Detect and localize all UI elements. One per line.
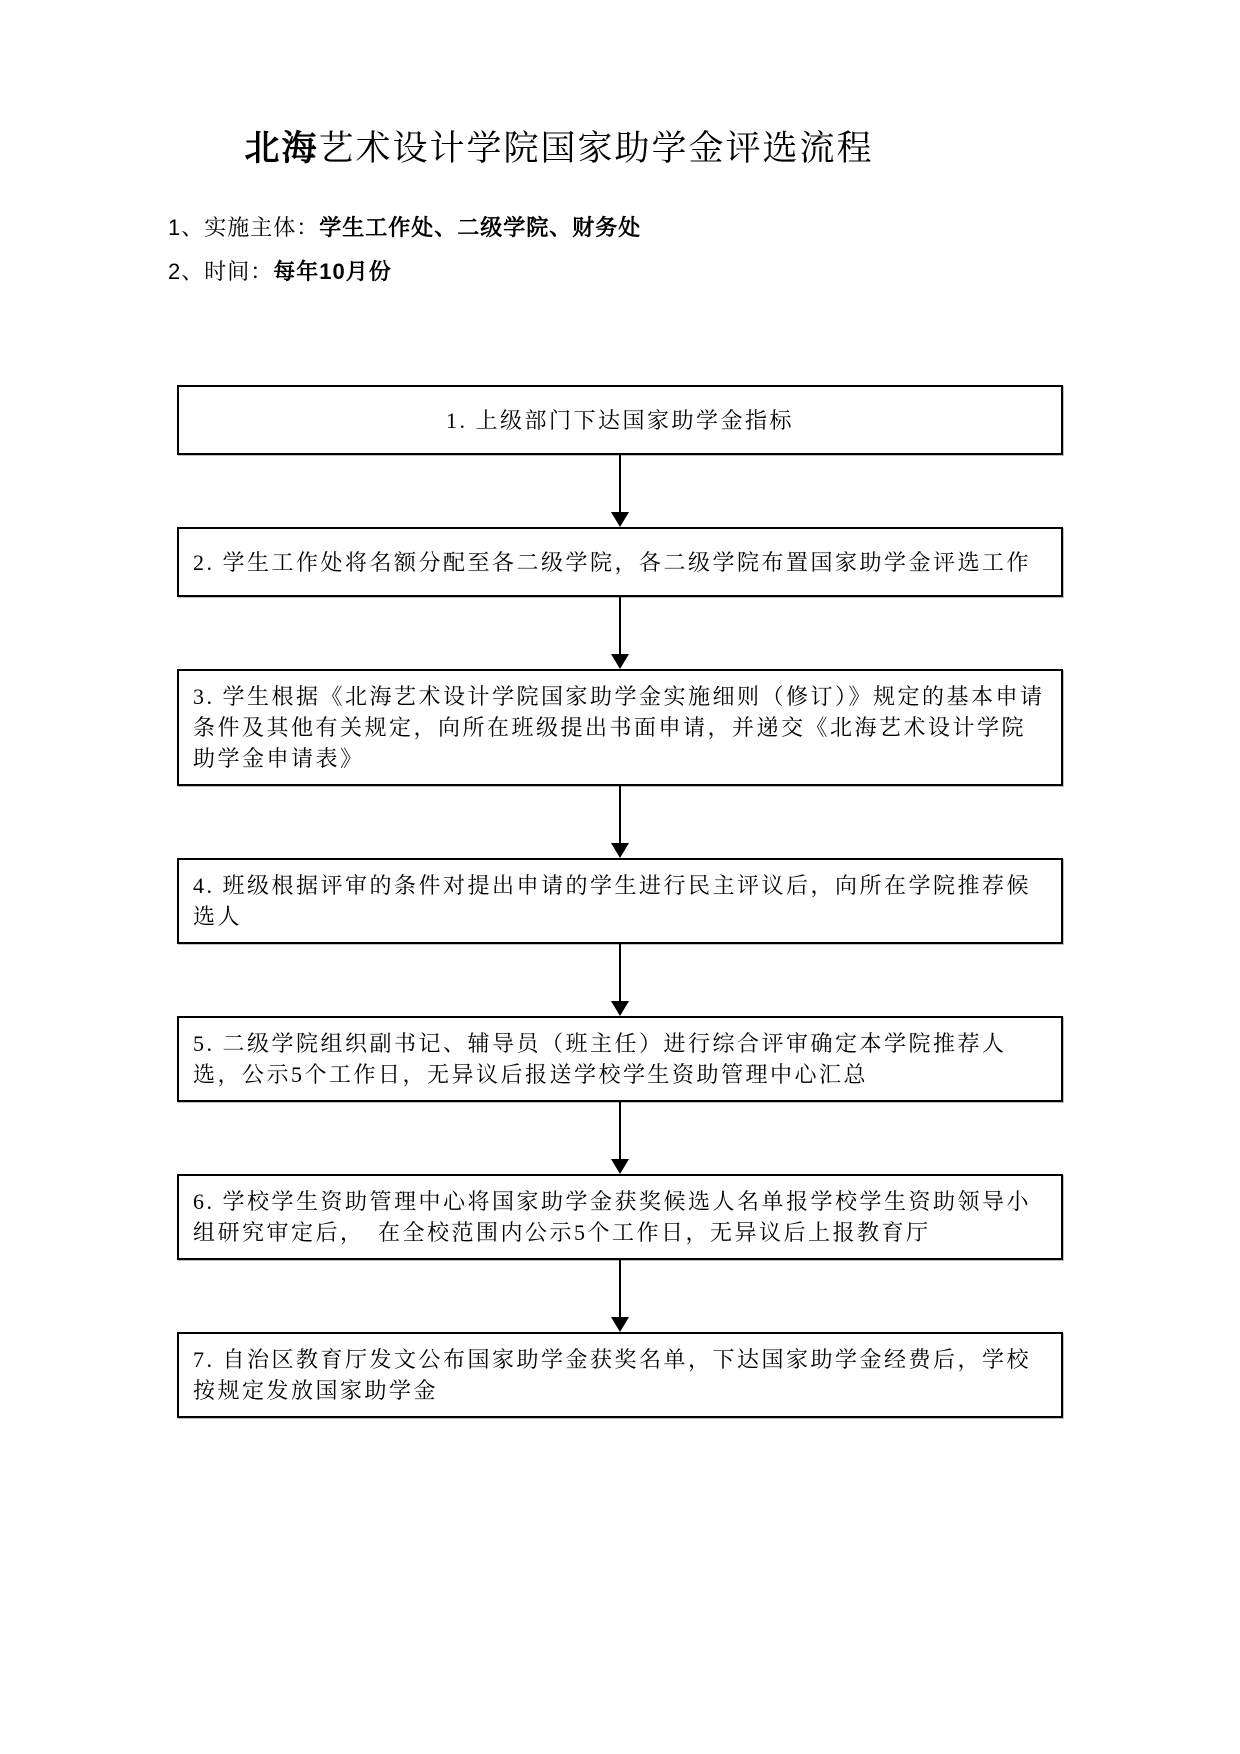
meta-item-value: 学生工作处、二级学院、财务处: [319, 215, 642, 240]
flow-arrow: [177, 1102, 1063, 1174]
flow-step-text: 5. 二级学院组织副书记、辅导员（班主任）进行综合评审确定本学院推荐人选，公示5个工作日，无异议后报送学校学生资助管理中心汇总: [193, 1031, 1007, 1087]
title-text: 艺术设计学院国家助学金评选流程: [318, 129, 874, 169]
flow-arrow: [177, 1260, 1063, 1332]
flow-step-text: 3. 学生根据《北海艺术设计学院国家助学金实施细则（修订）》规定的基本申请条件及其他有关规定，向所在班级提出书面申请，并递交《北海艺术设计学院助学金申请表》: [193, 684, 1045, 771]
flow-step-box: [177, 858, 1063, 944]
meta-list: [168, 206, 641, 294]
flow-step-text: 1. 上级部门下达国家助学金指标: [445, 407, 794, 433]
meta-item-time: [168, 250, 641, 294]
meta-item-value: 每年10月份: [273, 259, 392, 284]
arrow-line: [619, 1260, 621, 1319]
arrow-line: [619, 455, 621, 514]
page-title: [0, 121, 1118, 171]
flow-arrow: [177, 455, 1063, 527]
flow-step-box: [177, 1174, 1063, 1260]
arrow-head-icon: [611, 843, 629, 858]
arrow-head-icon: [611, 1001, 629, 1016]
meta-item-label: 2、时间：: [168, 259, 274, 284]
flow-arrow: [177, 786, 1063, 858]
arrow-line: [619, 786, 621, 845]
flow-step-text: 2. 学生工作处将名额分配至各二级学院，各二级学院布置国家助学金评选工作: [193, 549, 1032, 575]
flow-arrow: [177, 597, 1063, 669]
flow-step-box: [177, 385, 1063, 455]
arrow-head-icon: [611, 512, 629, 527]
flow-step-box: [177, 1016, 1063, 1102]
meta-item-subject: [168, 206, 641, 250]
flow-step-box: [177, 1332, 1063, 1418]
flow-step-text: 7. 自治区教育厅发文公布国家助学金获奖名单，下达国家助学金经费后，学校按规定发放国家助学金: [193, 1347, 1032, 1403]
arrow-line: [619, 944, 621, 1003]
flow-step-box: [177, 669, 1063, 786]
flow-step-text: 4. 班级根据评审的条件对提出申请的学生进行民主评议后，向所在学院推荐候选人: [193, 873, 1032, 929]
arrow-head-icon: [611, 1159, 629, 1174]
flow-step-box: [177, 527, 1063, 597]
flowchart: [177, 385, 1063, 1418]
arrow-head-icon: [611, 654, 629, 669]
arrow-line: [619, 1102, 621, 1161]
title-emphasis: 北海: [244, 129, 319, 169]
flow-arrow: [177, 944, 1063, 1016]
arrow-line: [619, 597, 621, 656]
meta-item-label: 1、实施主体：: [168, 215, 320, 240]
flow-step-text: 6. 学校学生资助管理中心将国家助学金获奖候选人名单报学校学生资助领导小组研究审定后， 在全校范围内公示5个工作日，无异议后上报教育厅: [193, 1189, 1032, 1245]
arrow-head-icon: [611, 1317, 629, 1332]
